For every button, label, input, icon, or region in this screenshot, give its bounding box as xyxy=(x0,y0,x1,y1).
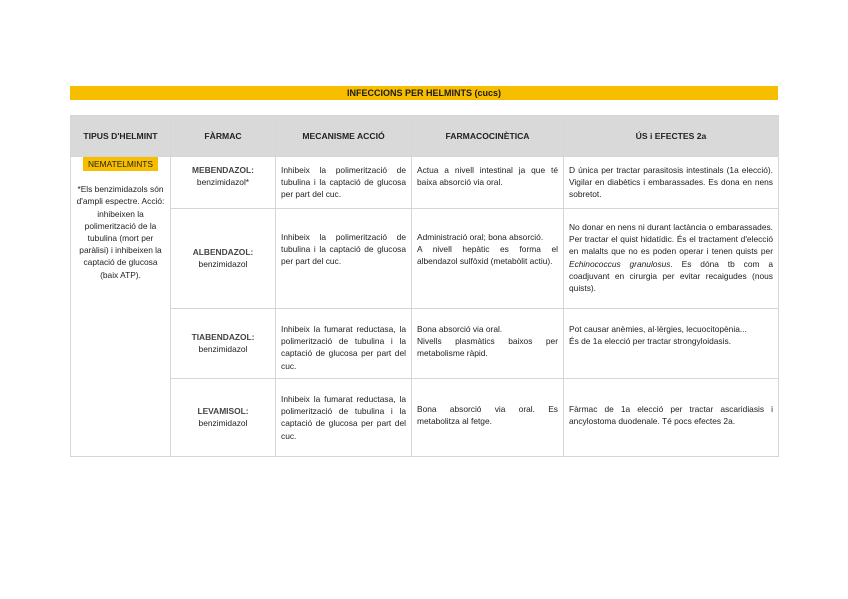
pk-cell xyxy=(412,309,564,379)
mechanism-cell: Inhibeix la fumarat reductasa, la polimerització de tubulina i la captació de glucosa per part del cuc. xyxy=(276,379,412,457)
header-mecanisme: MECANISME ACCIÓ xyxy=(276,116,412,157)
drug-cell xyxy=(171,157,276,209)
drug-class: benzimidazol* xyxy=(196,177,250,188)
uses-cell xyxy=(564,309,779,379)
header-farmac: FÀRMAC xyxy=(171,116,276,157)
page-title: INFECCIONS PER HELMINTS (cucs) xyxy=(70,86,778,100)
drug-cell xyxy=(171,379,276,457)
header-row xyxy=(71,116,779,157)
pk-text: Bona absorció via oral. xyxy=(417,324,503,334)
pk-text: Administració oral; bona absorció. xyxy=(417,232,544,242)
uses-text: Fàrmac de 1a elecció per tractar ascaridiasis i ancylostoma duodenale. Té pocs efectes 2a. xyxy=(569,404,773,427)
uses-cell xyxy=(564,157,779,209)
table-row xyxy=(71,209,779,309)
pk-text: A nivell hepàtic es forma el albendazol sulfòxid (metabòlit actiu). xyxy=(417,244,558,267)
drug-name: TIABENDAZOL: xyxy=(191,331,255,342)
helminths-table xyxy=(70,115,779,457)
pk-cell xyxy=(412,379,564,457)
pk-cell xyxy=(412,157,564,209)
drug-class: benzimidazol xyxy=(198,259,248,269)
uses-cell xyxy=(564,379,779,457)
drug-class: benzimidazol xyxy=(198,418,248,428)
uses-text-end: . Es dóna tb com a coadjuvant en cirurgia per evitar recaigudes (nous quists). xyxy=(569,258,773,294)
uses-text: És de 1a elecció per tractar strongyloidasis. xyxy=(569,336,731,347)
table-row xyxy=(71,157,779,209)
drug-name: MEBENDAZOL: xyxy=(192,165,254,175)
pk-text: Nivells plasmàtics baixos per metabolisme ràpid. xyxy=(417,336,558,359)
header-farmacocinetica: FARMACOCINÈTICA xyxy=(412,116,564,157)
mechanism-cell: Inhibeix la fumarat reductasa, la polimerització de tubulina i la captació de glucosa per part del cuc. xyxy=(276,309,412,379)
header-tipus: TIPUS D'HELMINT xyxy=(71,116,171,157)
mechanism-cell: Inhibeix la polimerització de tubulina i la captació de glucosa per part del cuc. xyxy=(276,157,412,209)
table-row xyxy=(71,379,779,457)
table-row xyxy=(71,309,779,379)
nematelmints-label: NEMATELMINTS xyxy=(83,157,158,171)
drug-name: LEVAMISOL: xyxy=(197,405,249,416)
drug-cell xyxy=(171,309,276,379)
pk-text: Actua a nivell intestinal ja que té baixa absorció via oral. xyxy=(417,165,558,188)
tipus-cell xyxy=(71,157,171,457)
mechanism-cell: Inhibeix la polimerització de tubulina i la captació de glucosa per part del cuc. xyxy=(276,209,412,309)
benzimidazol-note: *Els benzimidazols són d'ampli espectre. Acció: inhibeixen la polimerització de la tubulina (mort per paràlisi) i inhibeixen la captació de glucosa (baix ATP). xyxy=(76,184,165,280)
pk-text: Bona absorció via oral. Es metabolitza al fetge. xyxy=(417,404,558,427)
uses-text: No donar en nens ni durant lactància o embarassades. Per tractar el quist hidatídic. És el tractament d'elecció en malalts que no es poden operar i tenen quists per xyxy=(569,222,773,257)
header-us-efectes: ÚS i EFECTES 2a xyxy=(564,116,779,157)
uses-text: D única per tractar parasitosis intestinals (1a elecció). Vigilar en diabètics i embarassades. Es dona en nens sobretot. xyxy=(569,165,773,200)
uses-cell xyxy=(564,209,779,309)
drug-cell xyxy=(171,209,276,309)
drug-class: benzimidazol xyxy=(198,344,248,354)
uses-species: Echinococcus granulosus xyxy=(569,258,671,269)
pk-cell xyxy=(412,209,564,309)
uses-text: Pot causar anèmies, al·lèrgies, lecuocitopènia... xyxy=(569,324,747,334)
drug-name: ALBENDAZOL: xyxy=(192,246,254,257)
